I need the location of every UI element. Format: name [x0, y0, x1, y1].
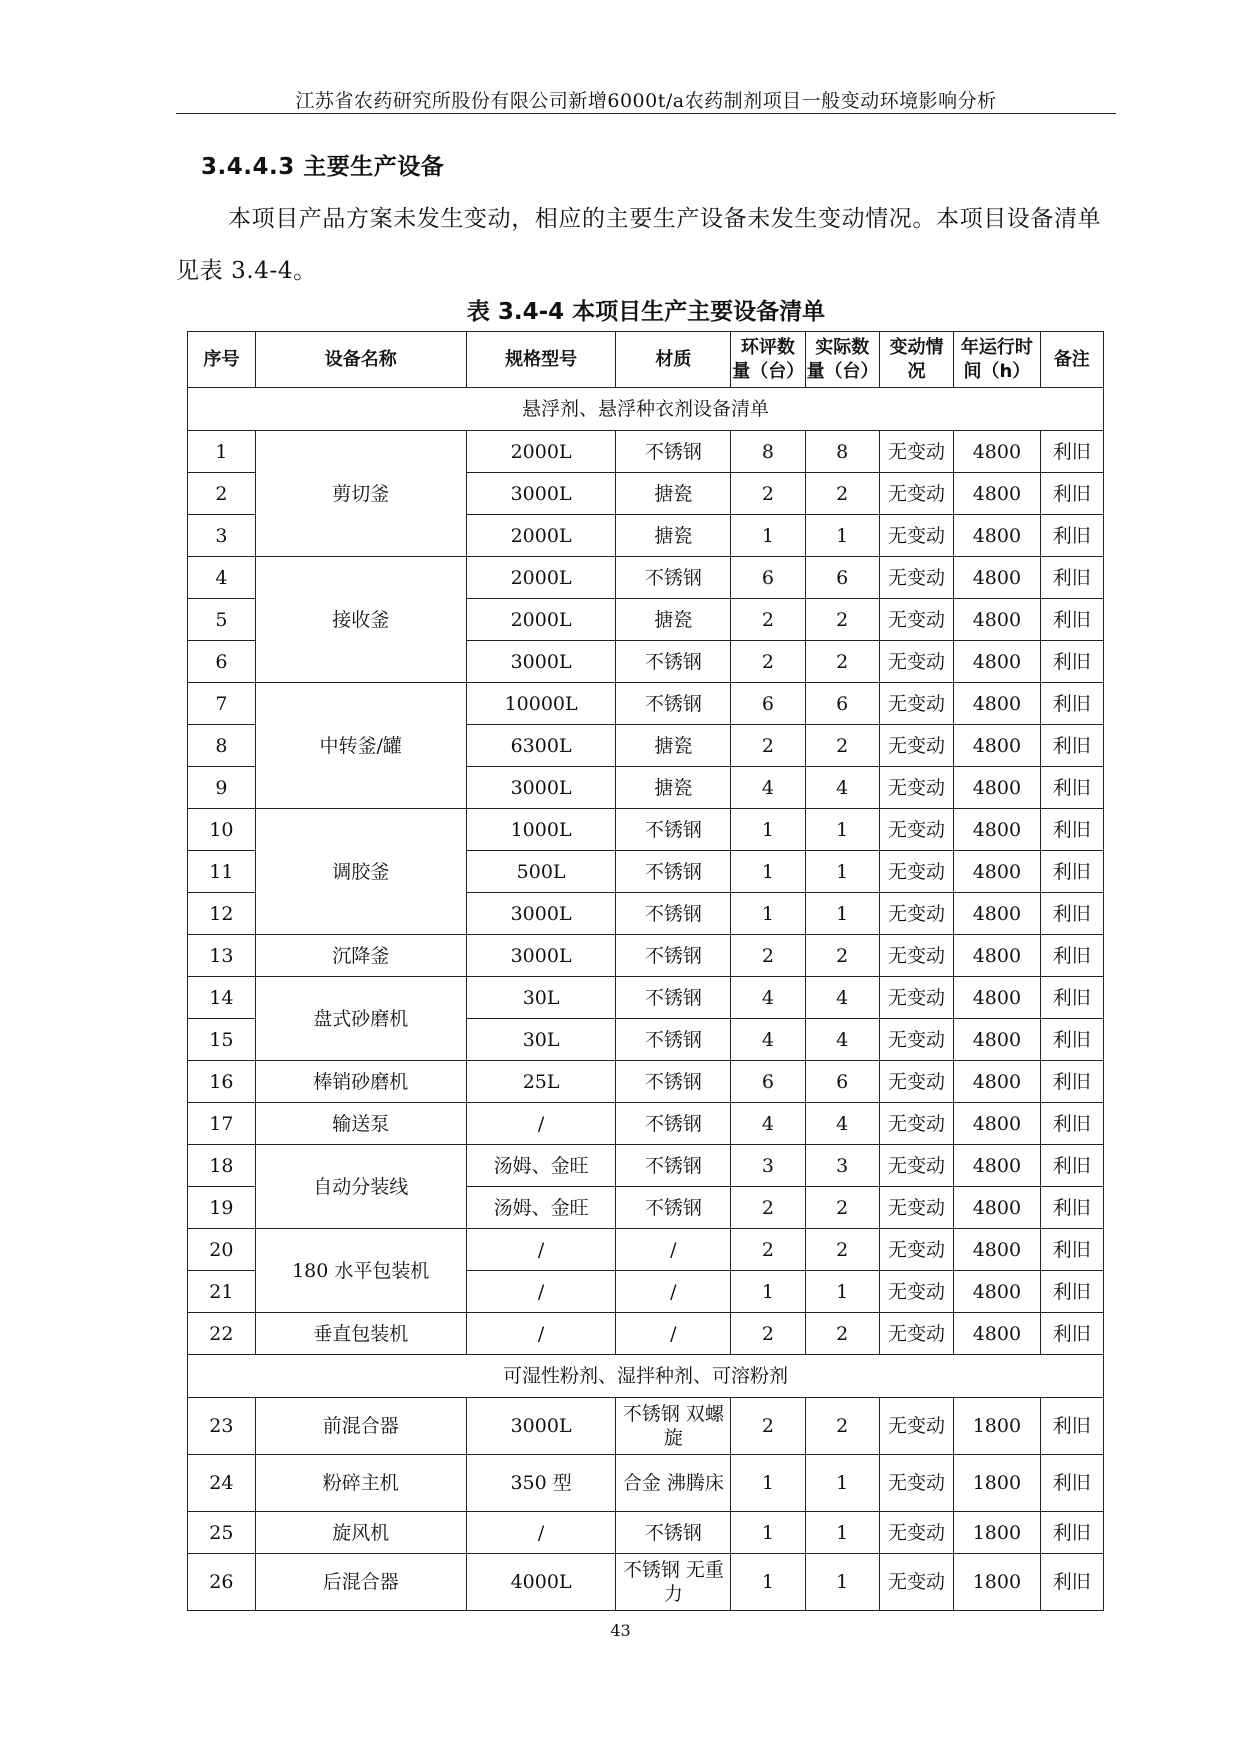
table-cell: 13: [188, 935, 256, 977]
table-cell: 调胶釜: [255, 809, 466, 935]
col-header: 备注: [1040, 332, 1103, 388]
table-cell: 搪瓷: [616, 767, 731, 809]
table-cell: 1: [731, 515, 805, 557]
table-cell: 3: [188, 515, 256, 557]
table-row: [188, 683, 1104, 725]
table-cell: 1: [805, 1455, 879, 1512]
table-cell: 利旧: [1040, 725, 1103, 767]
table-cell: 4800: [954, 557, 1040, 599]
table-cell: 不锈钢: [616, 1019, 731, 1061]
table-cell: 无变动: [879, 683, 953, 725]
table-cell: 4: [805, 767, 879, 809]
table-cell: 无变动: [879, 431, 953, 473]
table-cell: 不锈钢: [616, 641, 731, 683]
table-cell: 无变动: [879, 515, 953, 557]
col-header: 规格型号: [466, 332, 616, 388]
table-cell: 盘式砂磨机: [255, 977, 466, 1061]
table-cell: 2: [731, 599, 805, 641]
table-row: [188, 557, 1104, 599]
table-cell: 4800: [954, 1145, 1040, 1187]
table-cell: /: [616, 1229, 731, 1271]
table-cell: 利旧: [1040, 641, 1103, 683]
table-cell: 无变动: [879, 1271, 953, 1313]
table-cell: 不锈钢: [616, 431, 731, 473]
table-cell: 2: [805, 1398, 879, 1455]
table-cell: 1: [805, 893, 879, 935]
table-cell: 利旧: [1040, 1103, 1103, 1145]
table-cell: 利旧: [1040, 599, 1103, 641]
table-cell: 12: [188, 893, 256, 935]
table-cell: 4800: [954, 767, 1040, 809]
table-cell: 无变动: [879, 1103, 953, 1145]
table-cell: 4800: [954, 683, 1040, 725]
table-cell: 2: [805, 1313, 879, 1355]
table-cell: 5: [188, 599, 256, 641]
table-cell: 不锈钢: [616, 683, 731, 725]
table-cell: 4800: [954, 1229, 1040, 1271]
table-cell: 利旧: [1040, 683, 1103, 725]
table-cell: /: [466, 1512, 616, 1554]
table-caption: 表 3.4-4 本项目生产主要设备清单: [466, 299, 826, 325]
table-cell: 4: [805, 1103, 879, 1145]
table-cell: 3: [731, 1145, 805, 1187]
table-cell: 无变动: [879, 1145, 953, 1187]
table-cell: 2: [805, 1229, 879, 1271]
table-row: [188, 977, 1104, 1019]
section-title: 悬浮剂、悬浮种衣剂设备清单: [188, 388, 1104, 431]
table-cell: 1: [805, 809, 879, 851]
table-cell: 2000L: [466, 515, 616, 557]
table-cell: 利旧: [1040, 1187, 1103, 1229]
table-cell: 6: [731, 557, 805, 599]
table-cell: 4800: [954, 1187, 1040, 1229]
table-cell: 无变动: [879, 1455, 953, 1512]
table-cell: 不锈钢: [616, 977, 731, 1019]
table-cell: 1: [731, 1455, 805, 1512]
table-cell: 6: [805, 683, 879, 725]
table-cell: 2: [188, 473, 256, 515]
table-cell: 6: [731, 1061, 805, 1103]
table-cell: 2: [731, 641, 805, 683]
section-title: 可湿性粉剂、湿拌种剂、可溶粉剂: [188, 1355, 1104, 1398]
table-cell: 沉降釜: [255, 935, 466, 977]
table-cell: 无变动: [879, 1229, 953, 1271]
table-cell: 利旧: [1040, 473, 1103, 515]
table-cell: 8: [805, 431, 879, 473]
table-cell: 2000L: [466, 557, 616, 599]
table-cell: 棒销砂磨机: [255, 1061, 466, 1103]
table-cell: 2: [731, 1187, 805, 1229]
table-row: [188, 1061, 1104, 1103]
col-header: 序号: [188, 332, 256, 388]
table-cell: 不锈钢 双螺旋: [616, 1398, 731, 1455]
table-cell: 4800: [954, 1103, 1040, 1145]
table-cell: 旋风机: [255, 1512, 466, 1554]
table-cell: 500L: [466, 851, 616, 893]
table-cell: 无变动: [879, 767, 953, 809]
table-cell: /: [616, 1313, 731, 1355]
table-cell: 后混合器: [255, 1554, 466, 1611]
table-cell: 2: [731, 473, 805, 515]
table-cell: 无变动: [879, 641, 953, 683]
col-header: 实际数量（台）: [805, 332, 879, 388]
table-cell: 4: [731, 1103, 805, 1145]
table-cell: 利旧: [1040, 1019, 1103, 1061]
table-cell: 4800: [954, 725, 1040, 767]
table-cell: 2: [805, 1187, 879, 1229]
table-row: [188, 431, 1104, 473]
table-cell: 1: [805, 851, 879, 893]
table-cell: 粉碎主机: [255, 1455, 466, 1512]
table-cell: 2: [805, 473, 879, 515]
table-cell: 1: [805, 1512, 879, 1554]
table-cell: 无变动: [879, 557, 953, 599]
table-cell: 8: [188, 725, 256, 767]
table-cell: 1800: [954, 1554, 1040, 1611]
table-cell: 汤姆、金旺: [466, 1145, 616, 1187]
table-cell: 垂直包装机: [255, 1313, 466, 1355]
table-cell: 4800: [954, 515, 1040, 557]
table-row: [188, 809, 1104, 851]
page-header: 江苏省农药研究所股份有限公司新增6000t/a农药制剂项目一般变动环境影响分析: [295, 90, 997, 112]
table-cell: 19: [188, 1187, 256, 1229]
table-cell: 无变动: [879, 599, 953, 641]
table-cell: 18: [188, 1145, 256, 1187]
table-row: [188, 935, 1104, 977]
table-cell: /: [466, 1103, 616, 1145]
table-cell: 利旧: [1040, 809, 1103, 851]
table-cell: 中转釜/罐: [255, 683, 466, 809]
table-cell: 2: [805, 935, 879, 977]
col-header: 材质: [616, 332, 731, 388]
table-cell: 16: [188, 1061, 256, 1103]
table-cell: 1000L: [466, 809, 616, 851]
table-cell: 无变动: [879, 977, 953, 1019]
table-cell: 不锈钢: [616, 893, 731, 935]
table-row: [188, 1145, 1104, 1187]
table-cell: 2: [731, 1398, 805, 1455]
table-cell: 搪瓷: [616, 725, 731, 767]
table-cell: 30L: [466, 977, 616, 1019]
table-cell: 利旧: [1040, 1229, 1103, 1271]
table-cell: 利旧: [1040, 1455, 1103, 1512]
col-header: 年运行时间（h）: [954, 332, 1040, 388]
table-cell: 无变动: [879, 1398, 953, 1455]
table-cell: 4800: [954, 851, 1040, 893]
table-cell: 9: [188, 767, 256, 809]
table-row: [188, 1229, 1104, 1271]
table-row: [188, 1455, 1104, 1512]
table-cell: 4: [805, 977, 879, 1019]
table-cell: 4000L: [466, 1554, 616, 1611]
table-cell: 15: [188, 1019, 256, 1061]
table-cell: 利旧: [1040, 1512, 1103, 1554]
table-cell: 前混合器: [255, 1398, 466, 1455]
table-cell: 6300L: [466, 725, 616, 767]
table-cell: 4800: [954, 935, 1040, 977]
body-paragraph: 本项目产品方案未发生变动，相应的主要生产设备未发生变动情况。本项目设备清单见表 3.4-4。: [176, 206, 1102, 284]
table-cell: 14: [188, 977, 256, 1019]
table-cell: 搪瓷: [616, 515, 731, 557]
table-cell: 不锈钢: [616, 935, 731, 977]
table-cell: 剪切釜: [255, 431, 466, 557]
table-cell: 6: [731, 683, 805, 725]
table-cell: 10: [188, 809, 256, 851]
table-cell: 不锈钢: [616, 1103, 731, 1145]
table-cell: 24: [188, 1455, 256, 1512]
table-cell: 不锈钢: [616, 851, 731, 893]
table-cell: 无变动: [879, 893, 953, 935]
table-cell: 利旧: [1040, 515, 1103, 557]
table-cell: 利旧: [1040, 1398, 1103, 1455]
col-header: 环评数量（台）: [731, 332, 805, 388]
table-cell: 汤姆、金旺: [466, 1187, 616, 1229]
table-cell: 25L: [466, 1061, 616, 1103]
table-row: [188, 1512, 1104, 1554]
table-cell: 1: [731, 893, 805, 935]
table-cell: 2: [805, 599, 879, 641]
table-cell: 无变动: [879, 1187, 953, 1229]
table-cell: 无变动: [879, 1512, 953, 1554]
table-cell: 3000L: [466, 767, 616, 809]
table-cell: 4800: [954, 893, 1040, 935]
table-cell: 1: [188, 431, 256, 473]
table-cell: 1: [731, 851, 805, 893]
table-cell: 23: [188, 1398, 256, 1455]
table-cell: 不锈钢: [616, 1187, 731, 1229]
table-cell: /: [466, 1229, 616, 1271]
table-cell: 26: [188, 1554, 256, 1611]
table-cell: 不锈钢: [616, 1145, 731, 1187]
table-cell: 1: [805, 515, 879, 557]
table-cell: 2: [731, 725, 805, 767]
table-cell: 350 型: [466, 1455, 616, 1512]
table-cell: 利旧: [1040, 1271, 1103, 1313]
table-cell: 输送泵: [255, 1103, 466, 1145]
table-cell: 不锈钢: [616, 1061, 731, 1103]
table-cell: 4800: [954, 473, 1040, 515]
table-cell: 利旧: [1040, 1554, 1103, 1611]
table-cell: /: [616, 1271, 731, 1313]
table-cell: 7: [188, 683, 256, 725]
table-cell: 6: [805, 1061, 879, 1103]
table-cell: 4: [731, 977, 805, 1019]
table-cell: 利旧: [1040, 1145, 1103, 1187]
table-cell: 2: [731, 1229, 805, 1271]
col-header: 变动情况: [879, 332, 953, 388]
table-cell: 3000L: [466, 473, 616, 515]
table-cell: 4: [805, 1019, 879, 1061]
table-cell: 不锈钢: [616, 557, 731, 599]
table-cell: 不锈钢: [616, 1512, 731, 1554]
table-cell: 利旧: [1040, 893, 1103, 935]
table-cell: 1: [731, 1512, 805, 1554]
table-cell: 3000L: [466, 1398, 616, 1455]
table-cell: 22: [188, 1313, 256, 1355]
table-cell: 自动分装线: [255, 1145, 466, 1229]
table-cell: 4800: [954, 1313, 1040, 1355]
table-cell: 无变动: [879, 1313, 953, 1355]
table-cell: 无变动: [879, 809, 953, 851]
table-cell: 3000L: [466, 641, 616, 683]
table-cell: /: [466, 1271, 616, 1313]
table-cell: 无变动: [879, 1554, 953, 1611]
col-header: 设备名称: [255, 332, 466, 388]
table-cell: 合金 沸腾床: [616, 1455, 731, 1512]
table-cell: 25: [188, 1512, 256, 1554]
table-cell: 6: [188, 641, 256, 683]
table-cell: 4: [731, 1019, 805, 1061]
table-cell: 无变动: [879, 725, 953, 767]
table-cell: 接收釜: [255, 557, 466, 683]
table-cell: 1: [731, 809, 805, 851]
table-cell: 1: [805, 1271, 879, 1313]
table-cell: 10000L: [466, 683, 616, 725]
table-cell: /: [466, 1313, 616, 1355]
table-cell: 1800: [954, 1455, 1040, 1512]
table-row: [188, 1313, 1104, 1355]
table-row: [188, 1554, 1104, 1611]
table-cell: 4: [731, 767, 805, 809]
table-cell: 无变动: [879, 1061, 953, 1103]
table-cell: 不锈钢 无重力: [616, 1554, 731, 1611]
table-cell: 4800: [954, 1019, 1040, 1061]
table-cell: 2: [805, 725, 879, 767]
table-cell: 4800: [954, 431, 1040, 473]
table-row: [188, 1103, 1104, 1145]
table-cell: 无变动: [879, 473, 953, 515]
table-cell: 4800: [954, 1061, 1040, 1103]
table-cell: 搪瓷: [616, 599, 731, 641]
table-cell: 无变动: [879, 1019, 953, 1061]
table-header-row: [188, 332, 1104, 388]
table-cell: 利旧: [1040, 1313, 1103, 1355]
page-number: 43: [610, 1621, 631, 1640]
table-cell: 3000L: [466, 893, 616, 935]
table-cell: 2: [731, 1313, 805, 1355]
table-cell: 4800: [954, 599, 1040, 641]
table-cell: 无变动: [879, 935, 953, 977]
table-cell: 1: [731, 1271, 805, 1313]
section-row: [188, 388, 1104, 431]
table-cell: 21: [188, 1271, 256, 1313]
header-rule: [176, 113, 1116, 114]
table-body: [188, 388, 1104, 1611]
section-row: [188, 1355, 1104, 1398]
equipment-table: [187, 331, 1104, 1611]
table-cell: 1: [731, 1554, 805, 1611]
table-cell: 2: [805, 641, 879, 683]
table-cell: 不锈钢: [616, 809, 731, 851]
table-cell: 利旧: [1040, 767, 1103, 809]
table-cell: 30L: [466, 1019, 616, 1061]
table-cell: 4800: [954, 641, 1040, 683]
table-cell: 1800: [954, 1512, 1040, 1554]
table-cell: 4800: [954, 977, 1040, 1019]
table-cell: 180 水平包装机: [255, 1229, 466, 1313]
table-cell: 3: [805, 1145, 879, 1187]
table-cell: 3000L: [466, 935, 616, 977]
table-cell: 17: [188, 1103, 256, 1145]
table-cell: 1: [805, 1554, 879, 1611]
table-row: [188, 1398, 1104, 1455]
table-cell: 利旧: [1040, 1061, 1103, 1103]
table-cell: 2000L: [466, 431, 616, 473]
table-cell: 4: [188, 557, 256, 599]
table-cell: 2: [731, 935, 805, 977]
table-cell: 6: [805, 557, 879, 599]
table-cell: 20: [188, 1229, 256, 1271]
table-cell: 利旧: [1040, 431, 1103, 473]
table-cell: 利旧: [1040, 977, 1103, 1019]
table-cell: 无变动: [879, 851, 953, 893]
table-cell: 利旧: [1040, 935, 1103, 977]
table-cell: 搪瓷: [616, 473, 731, 515]
table-cell: 11: [188, 851, 256, 893]
table-cell: 8: [731, 431, 805, 473]
table-cell: 1800: [954, 1398, 1040, 1455]
table-cell: 利旧: [1040, 557, 1103, 599]
table-cell: 4800: [954, 809, 1040, 851]
table-cell: 2000L: [466, 599, 616, 641]
section-heading: 3.4.4.3 主要生产设备: [201, 154, 445, 180]
table-cell: 4800: [954, 1271, 1040, 1313]
table-cell: 利旧: [1040, 851, 1103, 893]
